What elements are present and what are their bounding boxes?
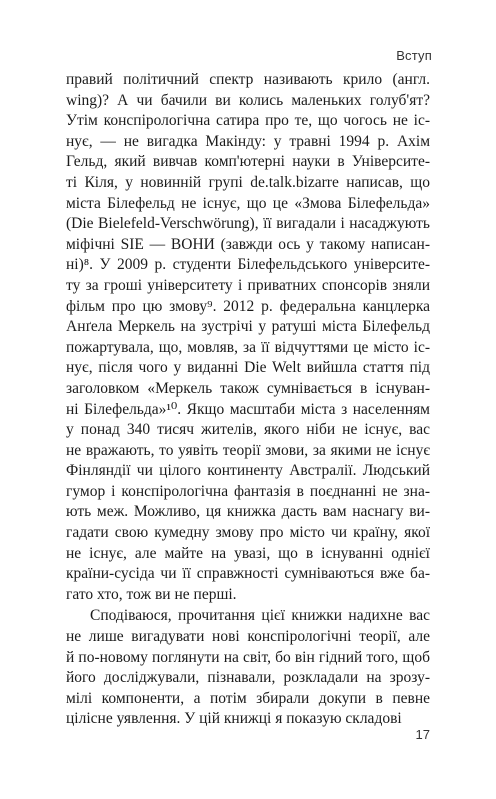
text-line: заголовком «Меркель також сумнівається в існуван- bbox=[66, 379, 430, 397]
text-line: ту за гроші університету і приватних спонсорів зняли bbox=[66, 276, 430, 294]
text-line: й по-новому поглянути на світ, бо він гідний того, щоб bbox=[66, 648, 430, 666]
text-line: фільм про цю змову⁹. 2012 р. федеральна канцлерка bbox=[66, 297, 430, 315]
text-line: Анґела Меркель на зустрічі у ратуші міста Білефельд bbox=[66, 318, 430, 336]
text-line: не лише вигадувати нові конспірологічні теорії, але bbox=[66, 628, 430, 646]
text-line: пожартувала, що, мовляв, за її відчуттями це місто іс- bbox=[66, 338, 430, 356]
text-line: гумор і конспірологічна фантазія в поєднанні не зна- bbox=[66, 482, 430, 500]
text-line: Сподіваюся, прочитання цієї книжки надихне вас bbox=[90, 607, 430, 625]
text-line: гато хто, тож ви не перші. bbox=[66, 585, 237, 603]
text-line: Гельд, який вивчав комп'ютерні науки в Університе- bbox=[66, 153, 430, 171]
text-line: ні)⁸. У 2009 р. студенти Білефельдського університе- bbox=[66, 256, 430, 274]
text-line: міста Білефельд не існує, що це «Змова Білефельда» bbox=[66, 194, 430, 212]
text-line: не існує, але майте на увазі, що в існуванні однієї bbox=[66, 544, 430, 562]
text-line: ті Кіля, у новинній групі de.talk.bizarre написав, що bbox=[66, 173, 430, 191]
paragraph-1 bbox=[66, 70, 430, 605]
text-line: wing)? А чи бачили ви колись маленьких голуб'ят? bbox=[66, 91, 430, 109]
body-text bbox=[66, 70, 430, 730]
text-line: нує, після чого у виданні Die Welt вийшла стаття під bbox=[66, 359, 430, 377]
text-line: міфічні SIE — ВОНИ (завжди ось у такому написан- bbox=[66, 235, 430, 253]
text-line: ють меж. Можливо, ця книжка дасть вам наснагу ви- bbox=[66, 503, 430, 521]
text-line: Фінляндії чи цілого континенту Австралії. Людський bbox=[66, 462, 430, 480]
text-line: цілісне уявлення. У цій книжці я показую складові bbox=[66, 710, 402, 728]
text-line: ні Білефельда»¹⁰. Якщо масштаби міста з населенням bbox=[66, 400, 430, 418]
paragraph-2 bbox=[66, 606, 430, 730]
text-line: мілі компоненти, а потім збирали докупи в певне bbox=[66, 689, 430, 707]
text-line: його досліджували, пізнавали, розкладали на зрозу- bbox=[66, 669, 430, 687]
text-line: правий політичний спектр називають крило (англ. bbox=[66, 71, 430, 88]
text-line: нує, — не вигадка Макінду: у травні 1994 р. Ахім bbox=[66, 132, 430, 150]
text-line: (Die Bielefeld-Verschwörung), її вигадали і насаджують bbox=[66, 215, 430, 233]
page-number: 17 bbox=[415, 727, 430, 742]
running-head: Вступ bbox=[396, 48, 432, 63]
text-line: Утім конспірологічна сатира про те, що чогось не іс- bbox=[66, 112, 430, 130]
text-line: гадати свою кумедну змову про місто чи країну, якої bbox=[66, 524, 430, 542]
text-line: країни-сусіда чи її справжності сумніваються вже ба- bbox=[66, 565, 430, 583]
text-line: у понад 340 тисяч жителів, якого ніби не існує, вас bbox=[66, 421, 430, 439]
text-line: не вражають, то уявіть теорії змови, за якими не існує bbox=[66, 441, 430, 459]
